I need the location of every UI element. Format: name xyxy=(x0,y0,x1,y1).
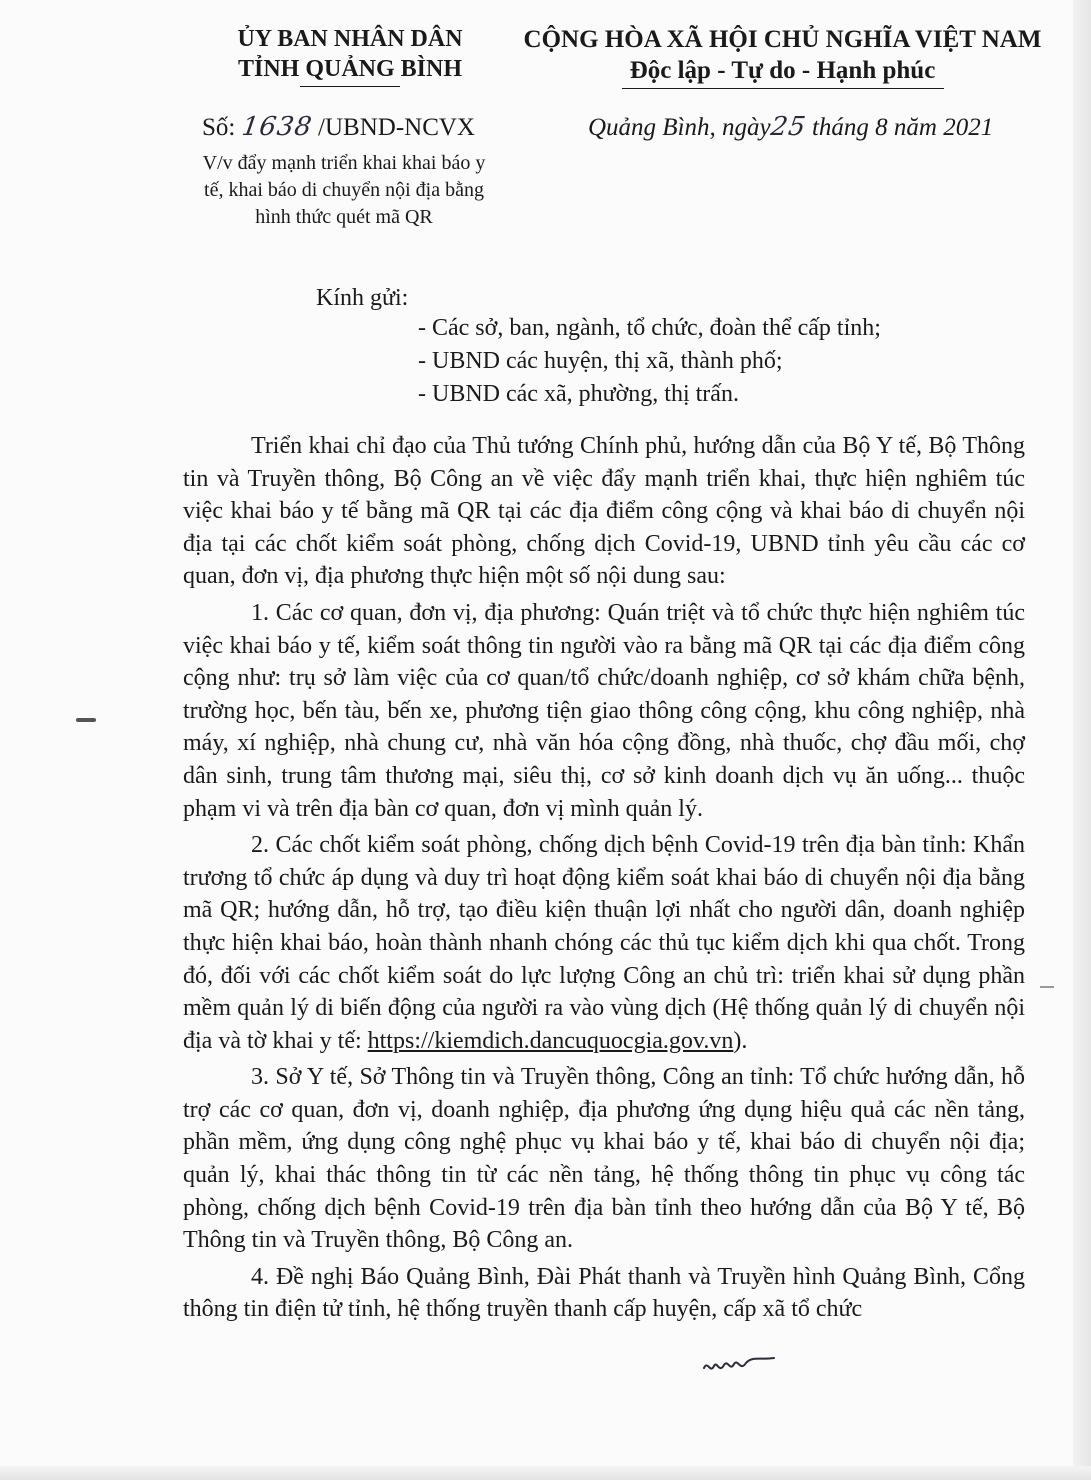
recipient-item: - Các sở, ban, ngành, tổ chức, đoàn thể cấp tỉnh; xyxy=(418,315,881,341)
document-date xyxy=(588,110,993,145)
document-body xyxy=(183,430,1025,1330)
recipients-list xyxy=(418,312,881,411)
item-3-paragraph: 3. Sở Y tế, Sở Thông tin và Truyền thông, Công an tỉnh: Tổ chức hướng dẫn, hỗ trợ các cơ quan, đơn vị, doanh nghiệp, địa phương ứng dụng hiệu quả các nền tảng, phần mềm, ứng dụng công nghệ phục vụ khai báo y tế, khai báo di chuyển nội địa; quản lý, khai thác thông tin từ các nền tảng, hệ thống thông tin phục vụ công tác phòng, chống dịch bệnh Covid-19 trên địa bàn tỉnh theo hướng dẫn của Bộ Y tế, Bộ Thông tin và Truyền thông, Bộ Công an. xyxy=(183,1064,1025,1254)
item-1-paragraph: 1. Các cơ quan, đơn vị, địa phương: Quán triệt và tổ chức thực hiện nghiêm túc việc khai báo y tế, kiểm soát thông tin người vào ra bằng mã QR tại các địa điểm công cộng như: trụ sở làm việc của cơ quan/tổ chức/doanh nghiệp, cơ sở khám chữa bệnh, trường học, bến tàu, bến xe, phương tiện giao thông công cộng, khu công nghiệp, nhà máy, xí nghiệp, nhà chung cư, nhà văn hóa cộng đồng, nhà thuốc, chợ đầu mối, chợ dân sinh, trung tâm thương mại, siêu thị, cơ sở kinh doanh dịch vụ ăn uống... thuộc phạm vi và trên địa bàn cơ quan, đơn vị mình quản lý. xyxy=(183,599,1025,822)
margin-dot xyxy=(1040,986,1054,988)
item-2-text: 2. Các chốt kiểm soát phòng, chống dịch bệnh Covid-19 trên địa bàn tỉnh: Khẩn trương tổ chức áp dụng và duy trì hoạt động kiểm soát khai báo di chuyển nội địa bằng mã QR; hướng dẫn, hỗ trợ, tạo điều kiện thuận lợi nhất cho người dân, doanh nghiệp thực hiện khai báo, hoàn thành nhanh chóng các thủ tục kiểm dịch khi qua chốt. Trong đó, đối với các chốt kiểm soát do lực lượng Công an chủ trì: triển khai sử dụng phần mềm quản lý di biến động của người ra vào vùng dịch (Hệ thống quản lý di chuyển nội địa và tờ khai y tế: xyxy=(183,832,1025,1054)
recipient-item: - UBND các xã, phường, thị trấn. xyxy=(418,381,739,407)
issuing-agency xyxy=(200,24,500,87)
initials-signature-icon xyxy=(700,1350,780,1380)
item-4-paragraph: 4. Đề nghị Báo Quảng Bình, Đài Phát thanh và Truyền hình Quảng Bình, Cổng thông tin điện tử tỉnh, hệ thống truyền thanh cấp huyện, cấp xã tổ chức xyxy=(183,1263,1025,1323)
doc-number-prefix: Số: xyxy=(202,114,242,141)
recipients-label: Kính gửi: xyxy=(316,285,409,311)
kiemdich-link[interactable]: https://kiemdich.dancuquocgia.gov.vn xyxy=(367,1027,734,1054)
recipient-item: - UBND các huyện, thị xã, thành phố; xyxy=(418,348,783,374)
margin-mark xyxy=(76,718,96,722)
date-before-day: Quảng Bình, ngày xyxy=(588,114,771,141)
agency-line-1: ỦY BAN NHÂN DÂN xyxy=(237,26,463,52)
nation-underline xyxy=(622,88,944,89)
national-header xyxy=(510,24,1055,89)
nation-line-2: Độc lập - Tự do - Hạnh phúc xyxy=(629,57,936,84)
date-handwritten-day: 25 xyxy=(768,112,808,142)
agency-underline xyxy=(300,86,400,87)
item-2-end: ). xyxy=(733,1027,748,1054)
document-number xyxy=(202,110,475,145)
subject-line-2: tế, khai báo di chuyển nội địa bằng xyxy=(204,179,484,201)
scan-edge-bottom xyxy=(0,1466,1091,1480)
date-after-day: tháng 8 năm 2021 xyxy=(805,114,994,141)
agency-line-2: TỈNH QUẢNG BÌNH xyxy=(237,56,463,82)
scan-edge-right xyxy=(1073,0,1091,1480)
document-subject xyxy=(185,150,503,231)
nation-line-1: CỘNG HÒA XÃ HỘI CHỦ NGHĨA VIỆT NAM xyxy=(523,26,1042,53)
intro-paragraph: Triển khai chỉ đạo của Thủ tướng Chính phủ, hướng dẫn của Bộ Y tế, Bộ Thông tin và Truyền thông, Bộ Công an về việc đẩy mạnh triển khai, thực hiện nghiêm túc việc khai báo y tế bằng mã QR tại các địa điểm công cộng và khai báo di chuyển nội địa tại các chốt kiểm soát phòng, chống dịch Covid-19, UBND tỉnh yêu cầu các cơ quan, đơn vị, địa phương thực hiện một số nội dung sau: xyxy=(183,433,1025,590)
item-2-paragraph xyxy=(183,829,1025,1057)
subject-line-3: hình thức quét mã QR xyxy=(255,206,433,228)
doc-number-suffix: /UBND-NCVX xyxy=(311,114,475,141)
doc-number-handwritten: 1638 xyxy=(239,112,314,142)
subject-line-1: V/v đẩy mạnh triển khai khai báo y xyxy=(202,152,486,174)
